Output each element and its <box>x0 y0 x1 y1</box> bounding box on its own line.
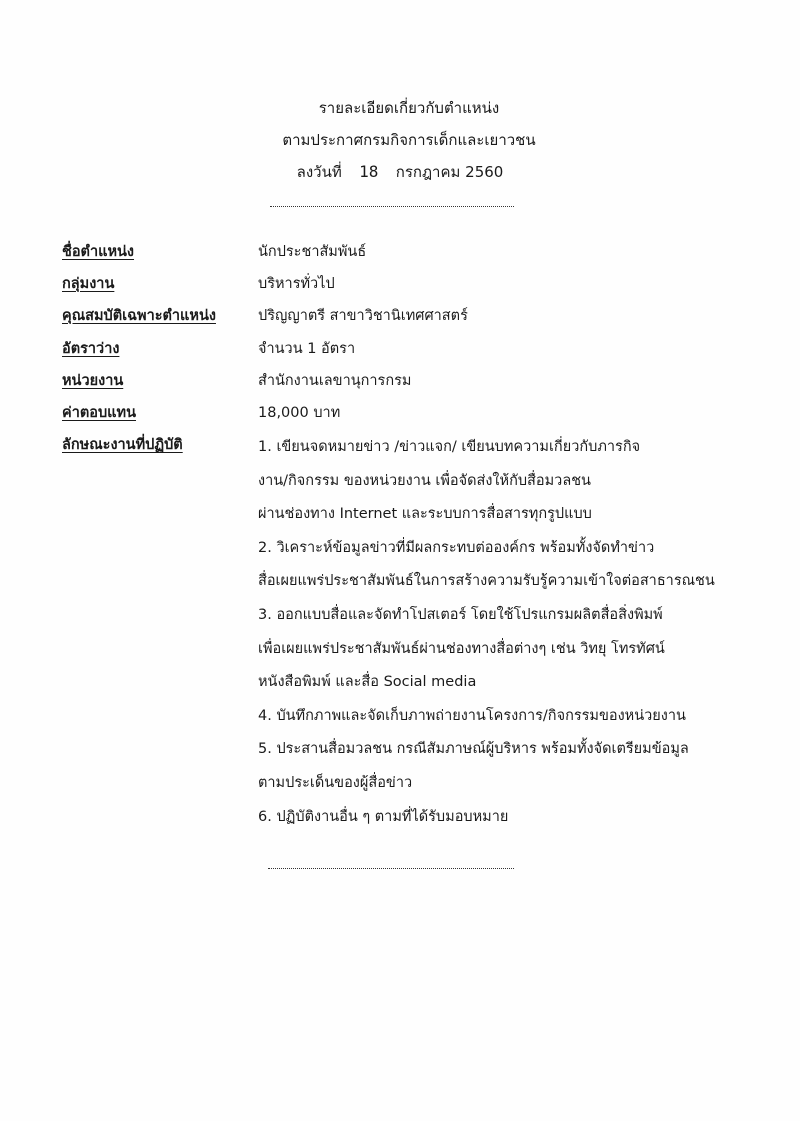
duty-line: 3. ออกแบบสื่อและจัดทำโปสเตอร์ โดยใช้โปรแกรมผลิตสื่อสิ่งพิมพ์ <box>258 606 663 623</box>
field-label: อัตราว่าง <box>62 341 120 357</box>
date-rest: กรกฎาคม 2560 <box>395 163 504 181</box>
duty-line: 4. บันทึกภาพและจัดเก็บภาพถ่ายงานโครงการ/กิจกรรมของหน่วยงาน <box>258 707 686 724</box>
field-label: คุณสมบัติเฉพาะตำแหน่ง <box>62 308 216 324</box>
duty-line: หนังสือพิมพ์ และสื่อ Social media <box>258 674 477 691</box>
field-label: กลุ่มงาน <box>62 276 115 292</box>
duty-line: 6. ปฏิบัติงานอื่น ๆ ตามที่ได้รับมอบหมาย <box>258 808 509 825</box>
field-label: ชื่อตำแหน่ง <box>62 244 135 260</box>
duty-line: เพื่อเผยแพร่ประชาสัมพันธ์ผ่านช่องทางสื่อต่างๆ เช่น วิทยุ โทรทัศน์ <box>258 640 665 657</box>
header-announcement: ตามประกาศกรมกิจการเด็กและเยาวชน <box>282 131 536 149</box>
duty-line: 5. ประสานสื่อมวลชน กรณีสัมภาษณ์ผู้บริหาร พร้อมทั้งจัดเตรียมข้อมูล <box>258 741 689 758</box>
duty-line: 1. เขียนจดหมายข่าว /ข่าวแจก/ เขียนบทความเกี่ยวกับภารกิจ <box>258 439 641 455</box>
duty-line: สื่อเผยแพร่ประชาสัมพันธ์ในการสร้างความรับรู้ความเข้าใจต่อสาธารณชน <box>258 573 715 590</box>
field-value: บริหารทั่วไป <box>258 276 335 292</box>
date-day: 18 <box>359 162 379 181</box>
field-label: หน่วยงาน <box>62 373 124 389</box>
field-label: ค่าตอบแทน <box>62 405 136 421</box>
field-value: ปริญญาตรี สาขาวิชานิเทศศาสตร์ <box>258 308 468 324</box>
duty-line: 2. วิเคราะห์ข้อมูลข่าวที่มีผลกระทบต่อองค์กร พร้อมทั้งจัดทำข่าว <box>258 539 655 556</box>
divider-bottom <box>268 868 514 869</box>
duty-line: ผ่านช่องทาง Internet และระบบการสื่อสารทุกรูปแบบ <box>258 506 592 523</box>
duty-line: ตามประเด็นของผู้สื่อข่าว <box>258 774 413 791</box>
duties-list <box>258 431 778 834</box>
field-value: สำนักงานเลขานุการกรม <box>258 373 412 389</box>
field-value: นักประชาสัมพันธ์ <box>258 244 367 260</box>
header-title: รายละเอียดเกี่ยวกับตำแหน่ง <box>318 99 500 117</box>
duty-line: งาน/กิจกรรม ของหน่วยงาน เพื่อจัดส่งให้กับสื่อมวลชน <box>258 472 591 489</box>
date-prefix: ลงวันที่ <box>296 163 342 181</box>
field-label: ลักษณะงานที่ปฏิบัติ <box>62 437 183 453</box>
field-value: 18,000 บาท <box>258 405 341 421</box>
field-value: จำนวน 1 อัตรา <box>258 341 356 357</box>
